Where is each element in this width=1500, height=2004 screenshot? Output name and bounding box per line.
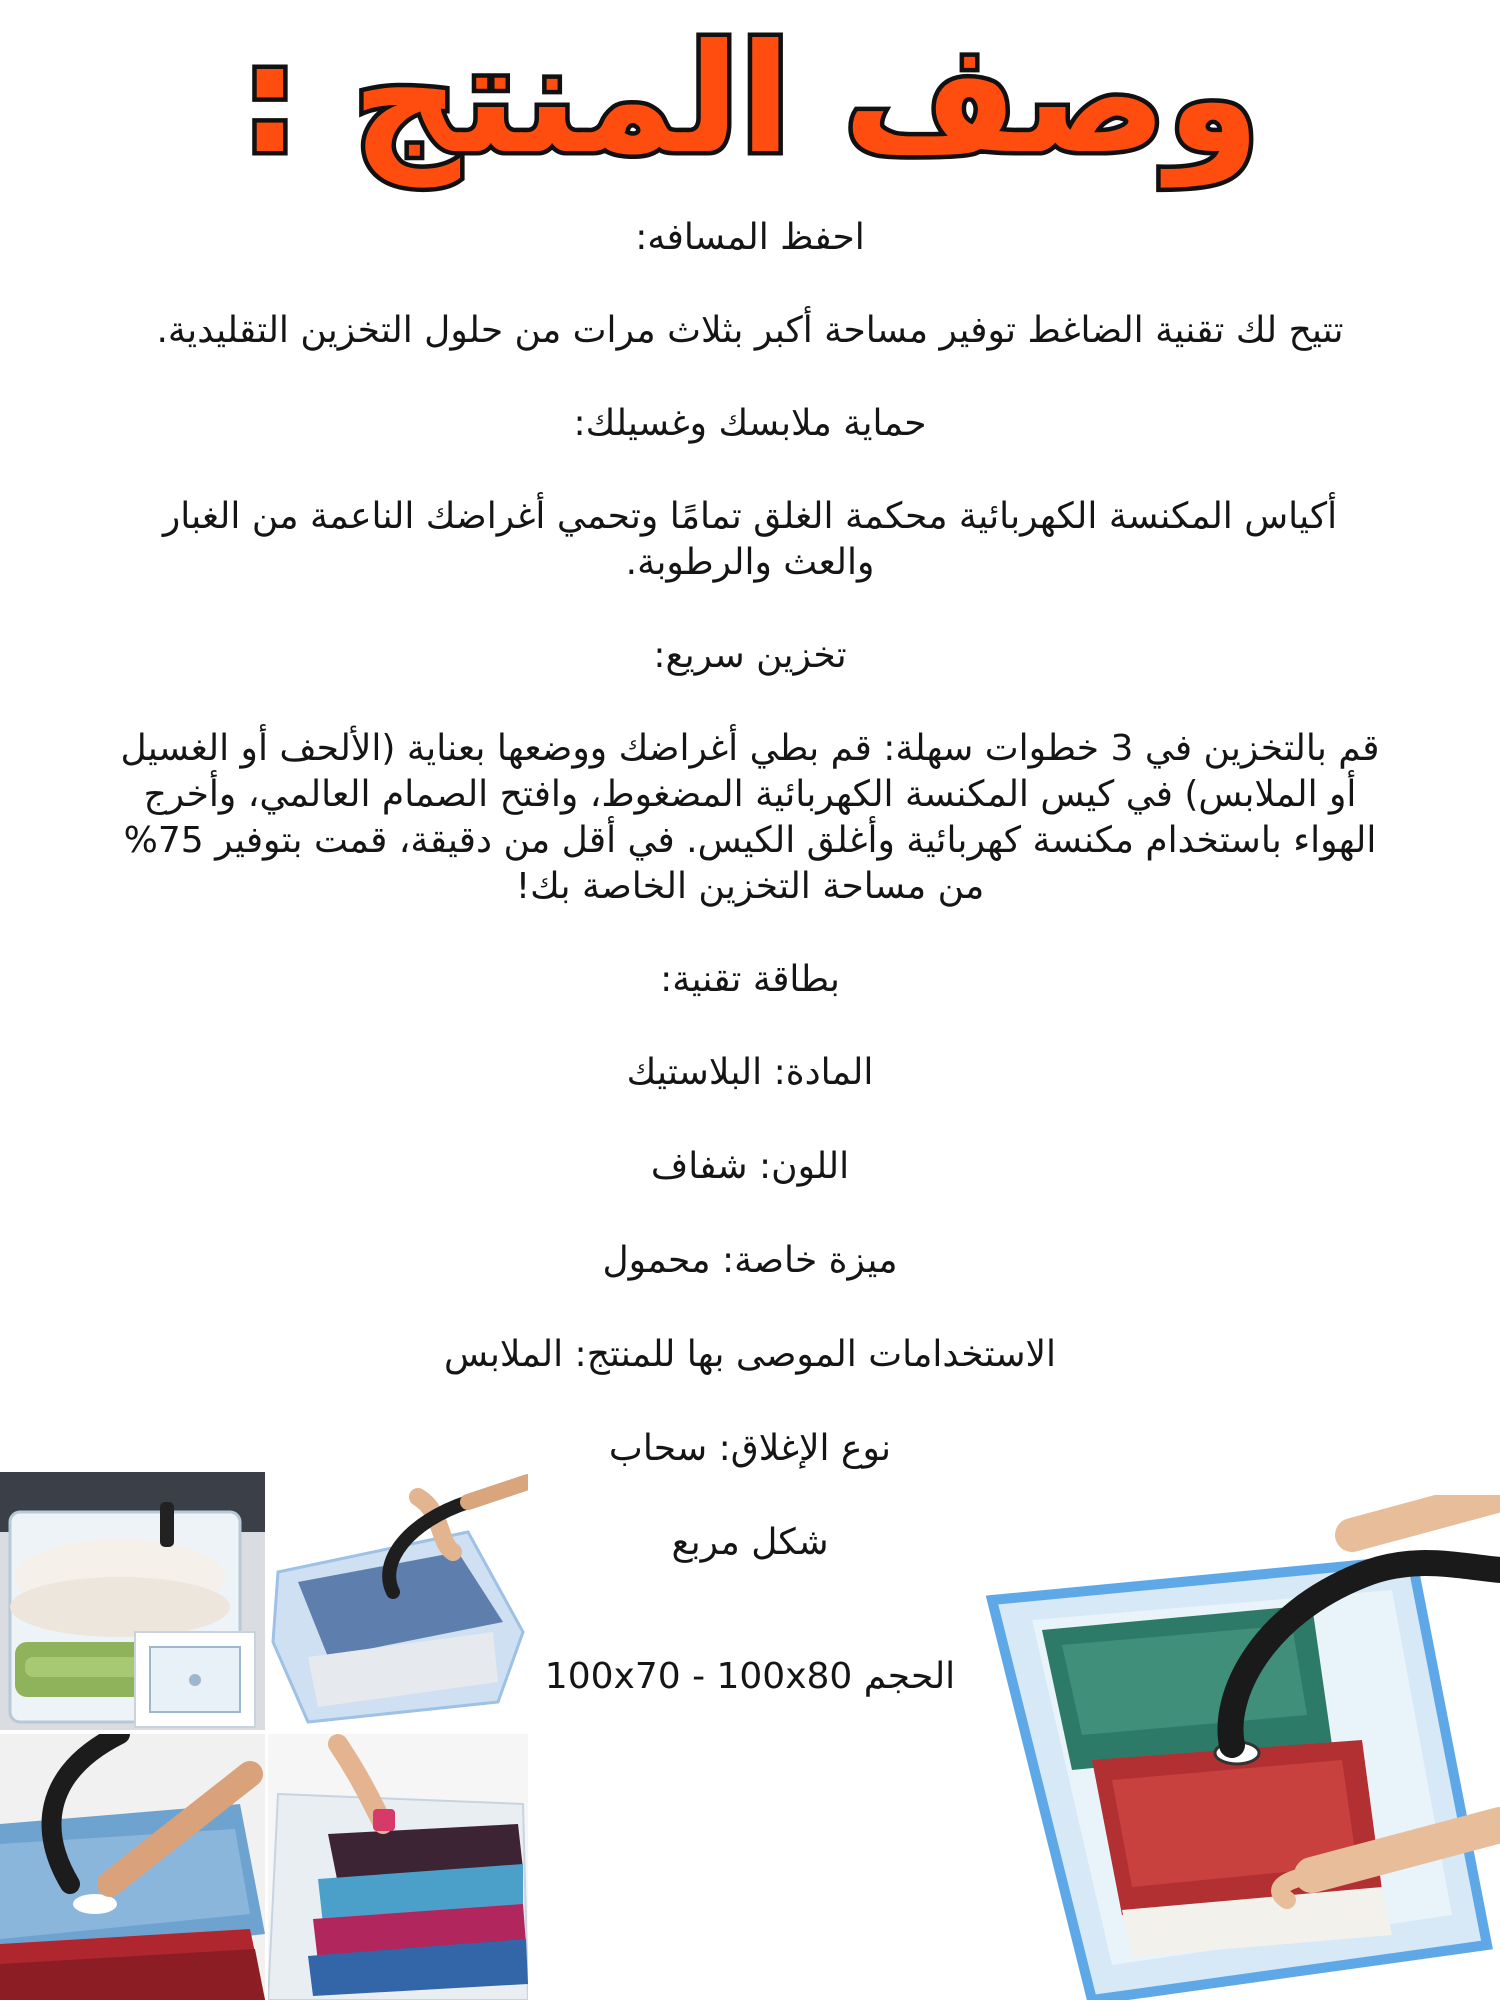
spec-size: الحجم 100x70 - 100x80 <box>544 1656 956 1697</box>
vacuum-bag-with-hose-photo-icon <box>982 1495 1500 2000</box>
vacuum-bag-photo-icon <box>0 1472 265 1730</box>
page-title: وصف المنتج : <box>239 13 1261 187</box>
protection-heading: حماية ملابسك وغسيلك: <box>573 403 927 444</box>
spec-closure: نوع الإغلاق: سحاب <box>608 1428 892 1469</box>
spec-shape: شكل مربع <box>671 1522 829 1563</box>
save-space-body: تتيح لك تقنية الضاغط توفير مساحة أكبر بثلاث مرات من حلول التخزين التقليدية. <box>156 310 1344 351</box>
spec-material: المادة: البلاستيك <box>626 1052 874 1093</box>
photo-collage <box>0 1472 528 2000</box>
spec-uses: الاستخدامات الموصى بها للمنتج: الملابس <box>443 1334 1057 1375</box>
quick-storage-body: قم بالتخزين في 3 خطوات سهلة: قم بطي أغراضك ووضعها بعناية (الألحف أو الغسيل أو الملابس) في كيس المكنسة الكهربائية المضغوط، وافتح الصمام العالمي، وأخرج الهواء باستخدام مكنسة كهربائية وأغلق الكيس. في أقل من دقيقة، قمت بتوفير 75% من مساحة التخزين الخاصة بك! <box>120 728 1380 907</box>
blanket-bag-photo-icon <box>0 1734 265 2000</box>
quick-storage-heading: تخزين سريع: <box>653 635 847 676</box>
save-space-heading: احفظ المسافه: <box>635 217 865 258</box>
spec-color: اللون: شفاف <box>650 1146 850 1187</box>
description-text <box>100 215 1400 1614</box>
vacuum-hose-photo-icon <box>268 1472 528 1730</box>
tech-card-heading: بطاقة تقنية: <box>660 959 840 1000</box>
clothes-stack-photo-icon <box>268 1734 528 2000</box>
spec-feature: ميزة خاصة: محمول <box>602 1240 898 1281</box>
protection-body: أكياس المكنسة الكهربائية محكمة الغلق تمامًا وتحمي أغراضك الناعمة من الغبار والعث والرطوبة. <box>162 496 1338 583</box>
